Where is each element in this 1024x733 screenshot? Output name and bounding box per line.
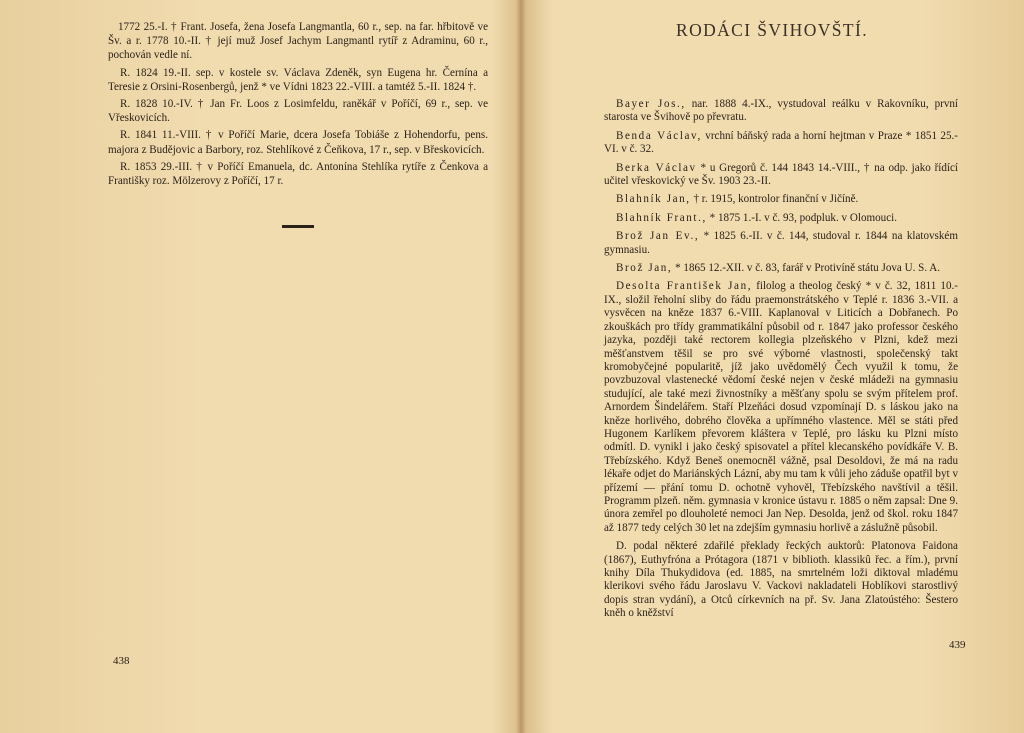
entry-text: * 1865 12.-XII. v č. 83, farář v Protivíně státu Jova U. S. A. bbox=[672, 262, 941, 275]
entry-paragraph bbox=[604, 540, 958, 620]
entry-name: Brož Jan Ev., bbox=[616, 230, 700, 243]
entry-text: * 1825 6.-II. v č. 144, studoval r. 1844 na klatovském gymnasiu. bbox=[604, 230, 958, 256]
entry-text: filolog a theolog český * v č. 32, 1811 10.-IX., složil řeholní sliby do řádu praemonstrátského v Teplé r. 1836 3.-VII. a vysvěcen na kněze 1837 6.-VIII. Kaplanoval v Liticích a Dobřanech. Po zkouškách pro třídy grammatikální působil od r. 1847 jako professor českého jazyka, později také rectorem kollegia plzeňského v Plzni, kdež mezi měšťanstvem těšil se pro své výborné vlastnosti, společenský takt kromobyčejné popularitě, jíž jako uvědomělý Čech využil k tomu, že povzbuzoval vlastenecké vědomí české nejen v české mládeži na gymnasiu studující, ale také mezi živnostníky a měšťany spolu se svým přítelem prof. Arnordem Šindelářem. Staří Plzeňáci dosud vzpomínají D. s láskou jako na kněze horlivého, dobrého člověka a upřímného vlastence. Měl se státi před Hugonem Karlíkem převorem kláštera v Teplé, pro lásku ku Plzni místo odmítl. D. vynikl i jako český spisovatel a přítel klecanského povídkáře V. B. Třebízského. Když Beneš onemocněl vážně, psal Desoldovi, že má na radu lékaře odjet do Mariánských Lázní, aby mu tam k vůli jeho záduše opatřil byt v přízemí — přání tomu D. ochotně vyhověl, Třebízského navštívil a těšil. Programm plzeň. něm. gymnasia v kronice ústavu r. 1885 o něm zapsal: Dne 9. února zemřel po dlouholeté nemoci Jan Nep. Desolda, jenž od škol. roku 1847 až 1877 tedy celých 30 let na zdejším gymnasiu horlivě a záslužně působil. bbox=[604, 280, 958, 534]
entry-paragraph bbox=[604, 230, 958, 257]
entry-paragraph: R. 1828 10.-IV. † Jan Fr. Loos z Losimfeldu, raněkář v Poříčí, 69 r., sep. ve Vřeskovicích. bbox=[108, 98, 488, 125]
entry-name: Blahník Jan, bbox=[616, 193, 691, 206]
entry-text: † r. 1915, kontrolor finanční v Jičíně. bbox=[690, 193, 859, 206]
entry-paragraph: R. 1841 11.-VIII. † v Poříčí Marie, dcera Josefa Tobiáše z Hohendorfu, pens. majora z Budějovic a Barbory, roz. Stehlíkové z Čeňkova, 17 r., sep. v Břeskovicích. bbox=[108, 129, 488, 156]
entry-paragraph bbox=[604, 162, 958, 189]
section-end-rule bbox=[282, 225, 314, 228]
left-page-text bbox=[108, 20, 488, 191]
entry-paragraph bbox=[604, 130, 958, 157]
entry-text: vrchní báňský rada a horní hejtman v Praze * 1851 25.-VI. v č. 32. bbox=[604, 129, 958, 156]
entry-name: Blahník Frant., bbox=[616, 211, 707, 224]
page-number-left: 438 bbox=[113, 655, 130, 667]
entry-paragraph: 1772 25.-I. † Frant. Josefa, žena Josefa Langmantla, 60 r., sep. na far. hřbitově ve Šv. a r. 1778 10.-II. † její muž Josef Jachym Langmantl rytíř z Adraminu, 60 r., pochován vedle ní. bbox=[108, 21, 488, 62]
entry-paragraph bbox=[604, 98, 958, 125]
entry-paragraph: R. 1824 19.-II. sep. v kostele sv. Václava Zdeněk, syn Eugena hr. Černína a Teresie z Orsini-Rosenbergů, jenž * ve Vídni 1823 22.-VIII. a tamtéž 5.-II. 1824 †. bbox=[108, 66, 488, 93]
entry-name: Bayer Jos., bbox=[616, 98, 686, 110]
entry-paragraph bbox=[604, 262, 958, 275]
book-gutter bbox=[516, 0, 526, 733]
entry-paragraph bbox=[604, 193, 958, 206]
right-page bbox=[526, 0, 1024, 733]
page-number-right: 439 bbox=[949, 639, 966, 651]
entry-name: Berka Václav bbox=[616, 161, 697, 174]
entry-name: Brož Jan, bbox=[616, 262, 673, 275]
entry-name: Benda Václav, bbox=[616, 129, 702, 142]
entry-text: nar. 1888 4.-IX., vystudoval reálku v Rakovníku, první starosta ve Švihově po převratu. bbox=[604, 98, 958, 124]
right-page-text bbox=[604, 98, 958, 626]
entry-text: * 1875 1.-I. v č. 93, podpluk. v Olomouci. bbox=[706, 211, 897, 224]
entry-text: * u Gregorů č. 144 1843 14.-VIII., † na odp. jako řídící učitel vřeskovický ve Šv. 1903 23.-II. bbox=[604, 161, 958, 188]
entry-paragraph bbox=[604, 280, 958, 535]
entry-paragraph bbox=[604, 212, 958, 225]
entry-name: Desolta František Jan, bbox=[616, 280, 753, 293]
entry-paragraph: R. 1853 29.-III. † v Poříčí Emanuela, dc. Antonína Stehlíka rytíře z Čenkova a Františky roz. Mölzerovy z Poříčí, 17 r. bbox=[108, 160, 488, 188]
entry-text: D. podal některé zdařilé překlady řeckých auktorů: Platonova Faidona (1867), Euthyfróna a Prótagora (1871 v biblioth. klassikû řec. a řím.), první knihy Díla Thukydidova (ed. 1885, na smrtelném loži diktoval mladému klerikovi svého řádu Jaroslavu V. Vackovi nakladateli Hoblíkovi starostlivý dopis stran vydání), a Otců církevních na př. Sv. Jana Zlatoústého: Šestero kněh o kněžství bbox=[604, 540, 958, 620]
chapter-title: RODÁCI ŠVIHOVŠTÍ. bbox=[676, 20, 868, 40]
